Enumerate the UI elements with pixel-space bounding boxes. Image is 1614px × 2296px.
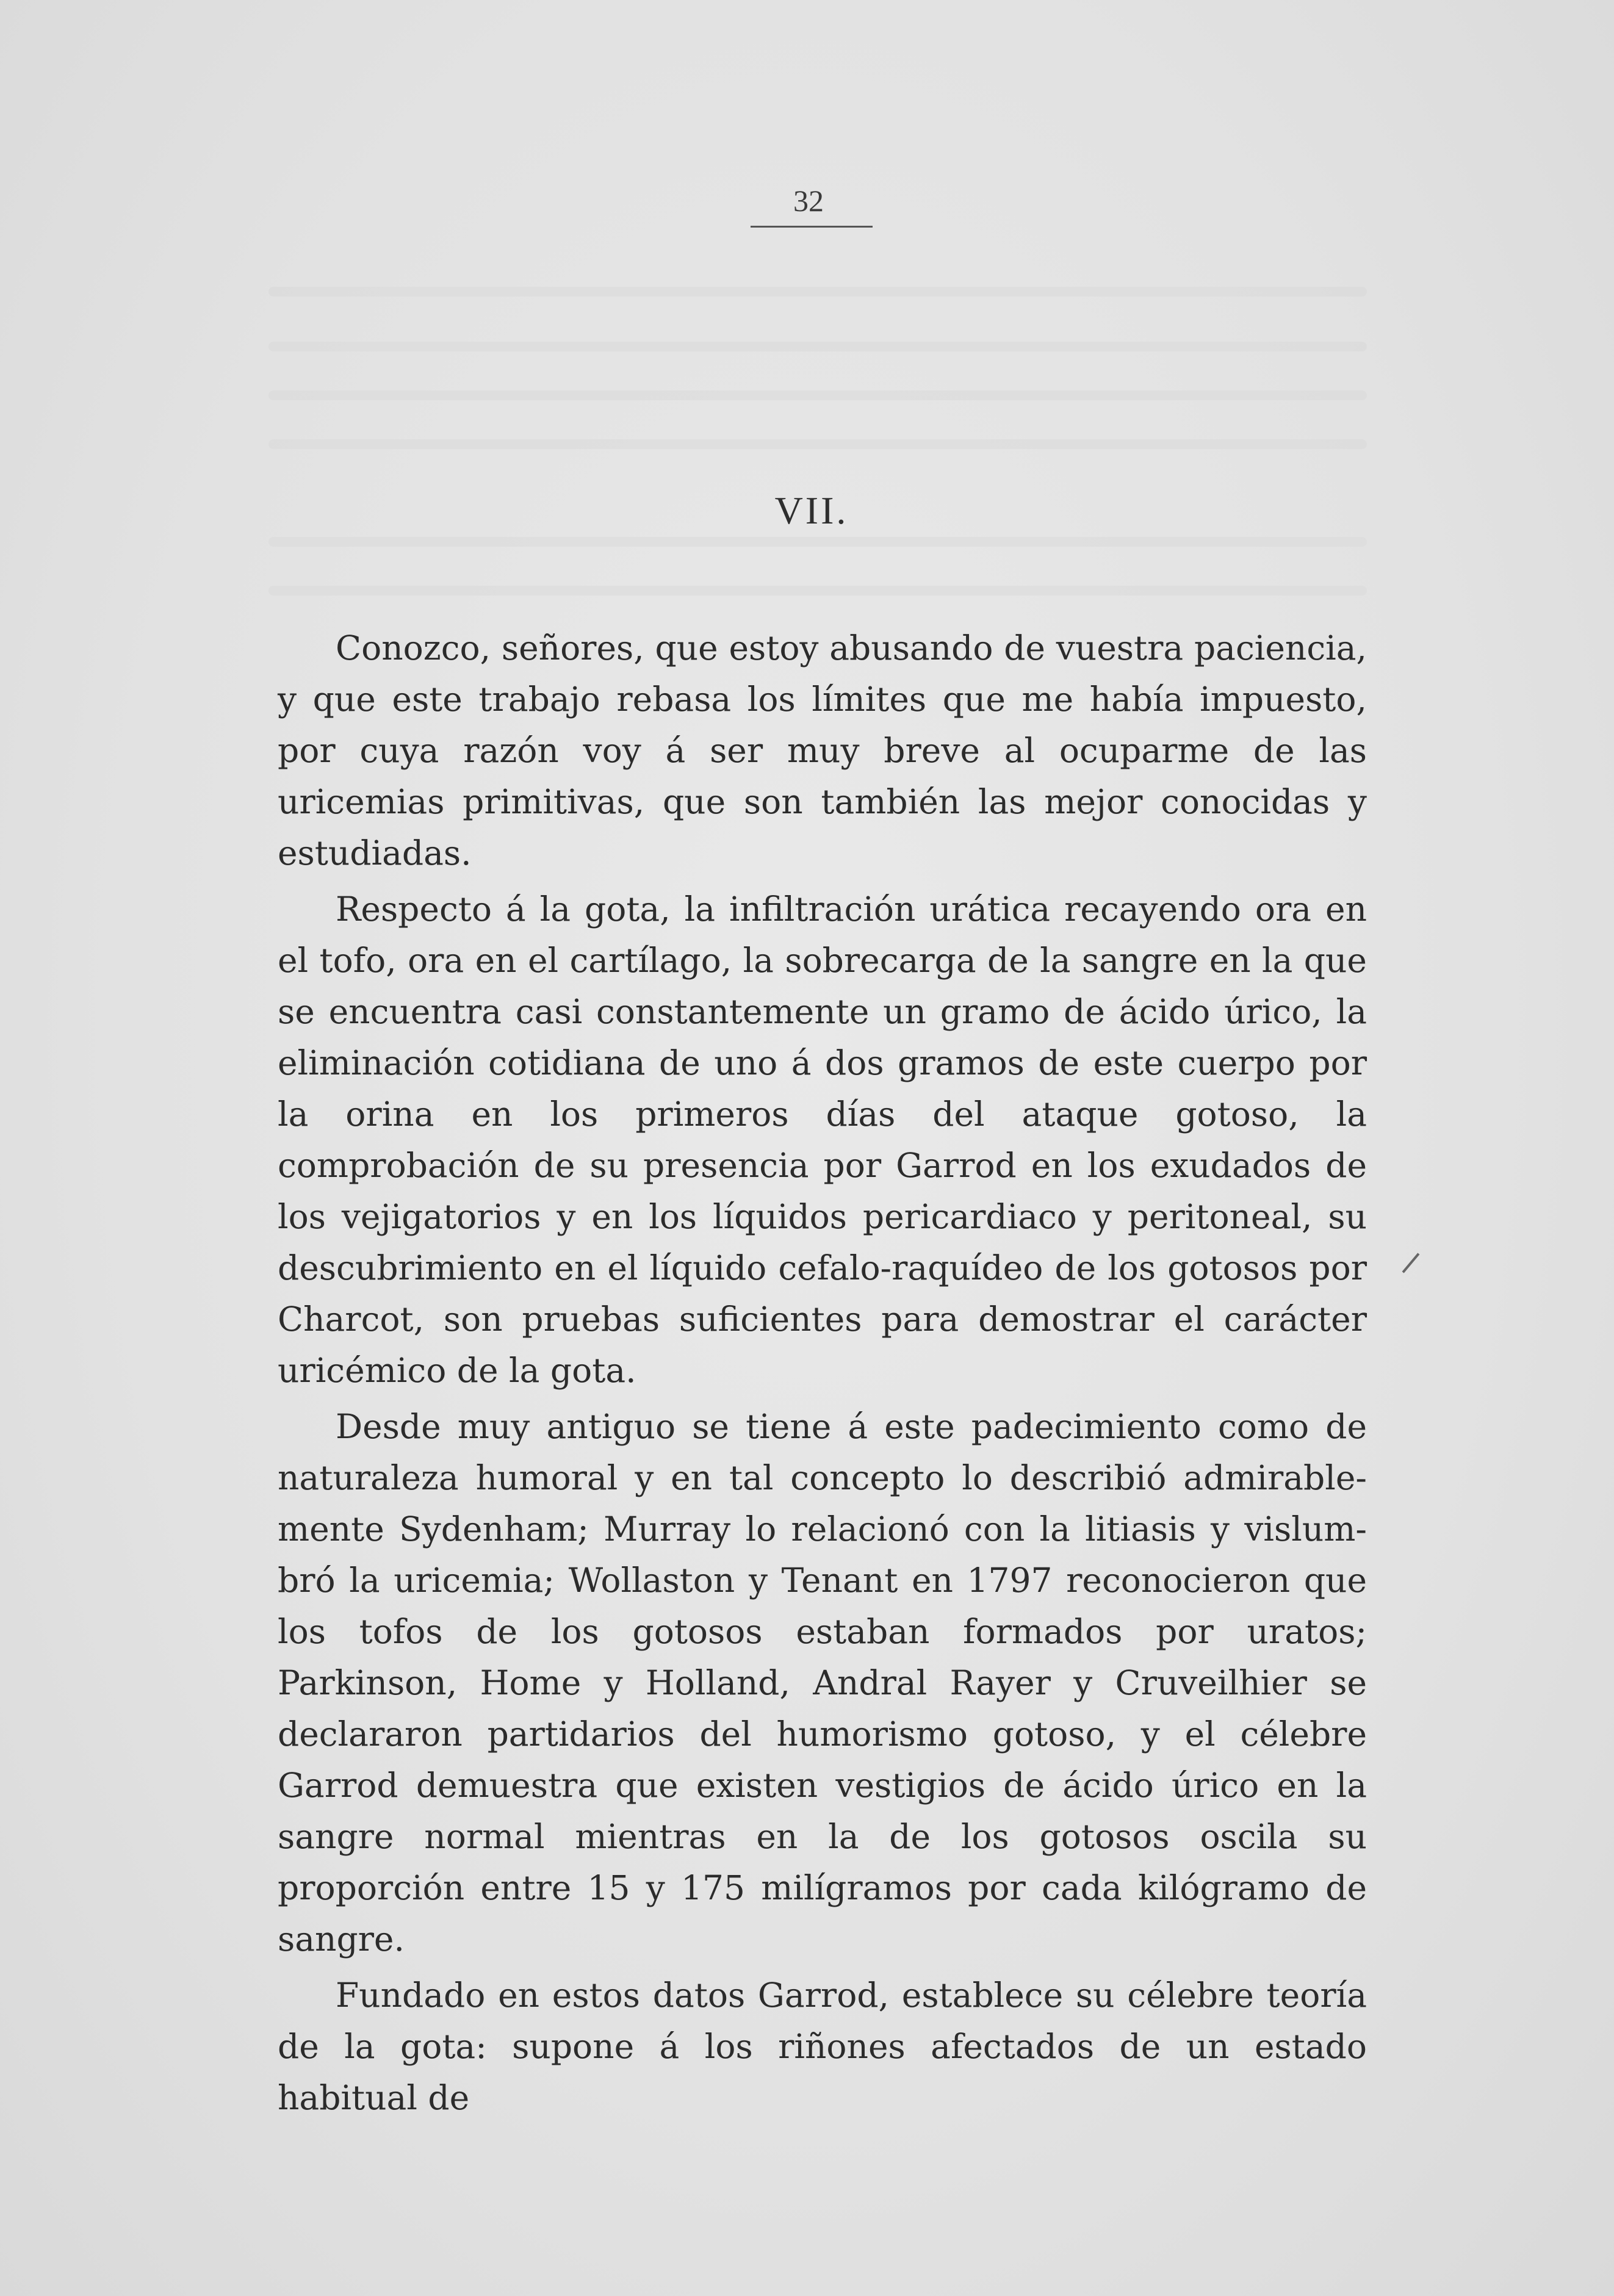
bleed-through-line: [268, 390, 1367, 400]
paragraph-1: Conozco, señores, que estoy abusando de vuestra paciencia, y que este trabajo rebasa los límites que me había impuesto, por cuya razón voy á ser muy breve al ocuparme de las uricemias primitivas, que son también las mejor conocidas y estudiadas.: [278, 628, 1367, 873]
margin-mark: [1402, 1253, 1420, 1273]
bleed-through-line: [268, 287, 1367, 297]
page-number-rule: [751, 226, 873, 228]
bleed-through-line: [268, 586, 1367, 596]
bleed-through-line: [268, 537, 1367, 547]
bleed-through-line: [268, 342, 1367, 351]
paragraph-3: Desde muy antiguo se tiene á este padecimiento como de naturaleza humoral y en tal concepto lo describió admirablemente Sydenham; Murray lo relacionó con la litiasis y vislumbró la uricemia; Wollaston y Tenant en 1797 reconocieron que los tofos de los gotosos estaban formados por uratos; Parkinson, Home y Holland, Andral Rayer y Cruveilhier se declararon partidarios del humorismo gotoso, y el célebre Garrod demuestra que existen vestigios de ácido úrico en la sangre normal mientras en la de los gotosos oscila su proporción entre 15 y 175 milígramos por cada kilógramo de sangre.: [278, 1407, 1367, 1959]
paragraph-2: Respecto á la gota, la infiltración urática recayendo ora en el tofo, ora en el cartílago, la sobrecarga de la sangre en la que se encuentra casi constantemente un gramo de ácido úrico, la eliminación cotidiana de uno á dos gramos de este cuerpo por la orina en los primeros días del ataque gotoso, la comprobación de su presencia por Garrod en los exudados de los vejigatorios y en los líquidos pericardiaco y peritoneal, su descubrimiento en el líquido cefalo-raquídeo de los gotosos por Charcot, son pruebas suficientes para demostrar el carácter uricémico de la gota.: [278, 890, 1367, 1390]
bleed-through-line: [268, 439, 1367, 449]
page-number: 32: [793, 184, 824, 218]
section-heading: VII.: [774, 489, 849, 532]
body-text: [278, 622, 1367, 2128]
paragraph-4: Fundado en estos datos Garrod, establece su célebre teoría de la gota: supone á los riñones afectados de un estado habitual de: [278, 1976, 1367, 2117]
